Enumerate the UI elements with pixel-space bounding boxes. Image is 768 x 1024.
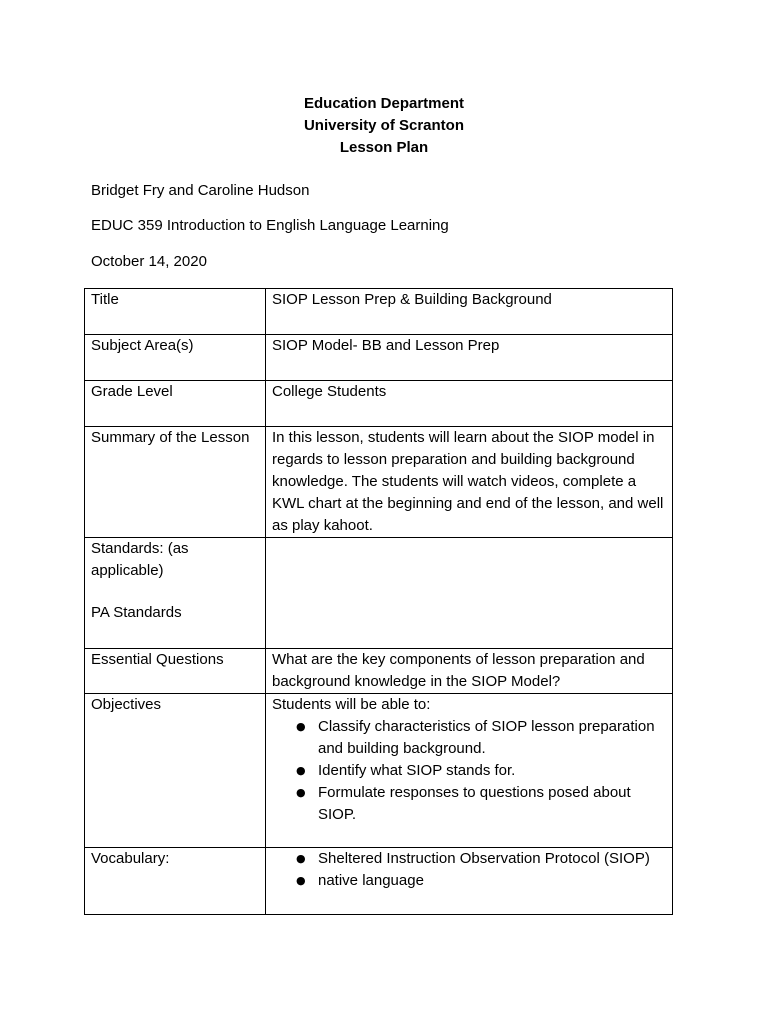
grade-value: College Students bbox=[266, 381, 673, 427]
objectives-intro: Students will be able to: bbox=[272, 696, 431, 713]
subject-value: SIOP Model- BB and Lesson Prep bbox=[266, 335, 673, 381]
list-item: ● native language bbox=[318, 870, 666, 892]
table-row-summary bbox=[85, 427, 673, 538]
lesson-plan-table bbox=[84, 288, 673, 915]
list-item: ● Identify what SIOP stands for. bbox=[318, 760, 666, 782]
pa-standards-label: PA Standards bbox=[91, 604, 182, 621]
vocabulary-list bbox=[272, 848, 666, 892]
table-row-essential-questions bbox=[85, 649, 673, 694]
table-row-objectives bbox=[85, 694, 673, 848]
date-line: October 14, 2020 bbox=[91, 253, 207, 270]
course-line: EDUC 359 Introduction to English Language Learning bbox=[91, 217, 449, 234]
standards-label-cell bbox=[85, 538, 266, 649]
title-value: SIOP Lesson Prep & Building Background bbox=[266, 289, 673, 335]
vocabulary-label: Vocabulary: bbox=[85, 848, 266, 915]
department-heading: Education Department bbox=[303, 95, 465, 112]
summary-value: In this lesson, students will learn about the SIOP model in regards to lesson preparation and building background knowledge. The students will watch videos, complete a KWL chart at the beginning and end of the lesson, and well as play kahoot. bbox=[266, 427, 673, 538]
list-item: ● Sheltered Instruction Observation Protocol (SIOP) bbox=[318, 848, 666, 870]
table-row-title bbox=[85, 289, 673, 335]
table-row-subject bbox=[85, 335, 673, 381]
objectives-list bbox=[272, 716, 666, 826]
title-label: Title bbox=[85, 289, 266, 335]
vocabulary-cell bbox=[266, 848, 673, 915]
table-row-standards bbox=[85, 538, 673, 649]
table-row-vocabulary bbox=[85, 848, 673, 915]
summary-label: Summary of the Lesson bbox=[85, 427, 266, 538]
standards-label: Standards: (as applicable) bbox=[91, 540, 189, 579]
grade-label: Grade Level bbox=[85, 381, 266, 427]
university-heading: University of Scranton bbox=[303, 117, 465, 134]
objectives-cell bbox=[266, 694, 673, 848]
doc-type-heading: Lesson Plan bbox=[339, 139, 429, 156]
list-item: ● Formulate responses to questions posed about SIOP. bbox=[318, 782, 666, 826]
table-row-grade bbox=[85, 381, 673, 427]
authors-line: Bridget Fry and Caroline Hudson bbox=[91, 182, 310, 199]
essential-questions-value: What are the key components of lesson preparation and background knowledge in the SIOP Model? bbox=[266, 649, 673, 694]
objectives-label: Objectives bbox=[85, 694, 266, 848]
list-item: ● Classify characteristics of SIOP lesson preparation and building background. bbox=[318, 716, 666, 760]
essential-questions-label: Essential Questions bbox=[85, 649, 266, 694]
standards-value bbox=[266, 538, 673, 649]
subject-label: Subject Area(s) bbox=[85, 335, 266, 381]
document-header bbox=[0, 93, 768, 159]
